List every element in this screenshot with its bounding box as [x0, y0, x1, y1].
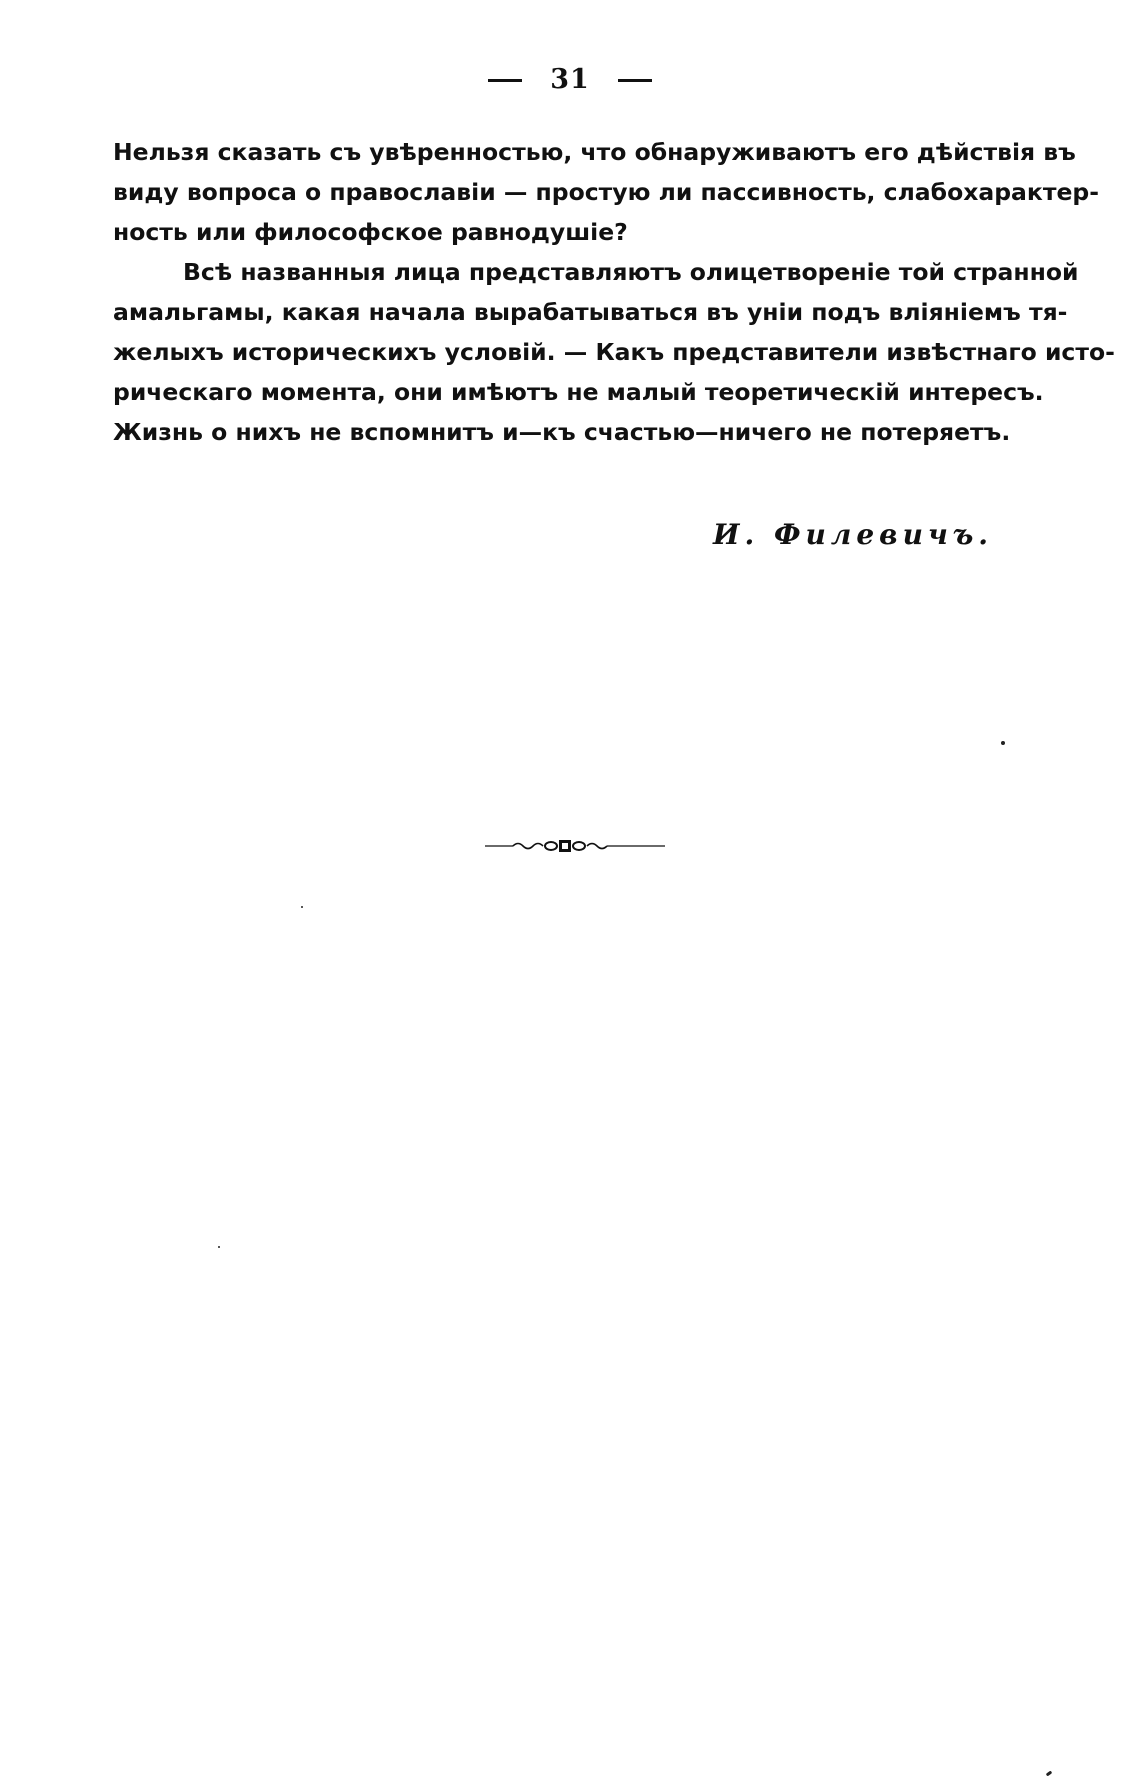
text-line: Жизнь о нихъ не вспомнитъ и—къ счастью—ничего не потеряетъ.	[113, 418, 1011, 446]
page-number	[0, 64, 1140, 95]
page-speck	[1001, 741, 1005, 745]
text-line: виду вопроса о православіи — простую ли пассивность, слабохарактер-	[113, 178, 1100, 206]
ornament-divider-icon	[485, 838, 665, 854]
text-line: рическаго момента, они имѣютъ не малый теоретическій интересъ.	[113, 378, 1044, 406]
page-number-right-dash	[618, 79, 652, 82]
text-line: Всѣ названныя лица представляютъ олицетвореніе той странной	[183, 258, 1079, 286]
page-number-left-dash	[488, 79, 522, 82]
text-line: желыхъ историческихъ условій. — Какъ представители извѣстнаго исто-	[113, 338, 1115, 366]
text-line: Нельзя сказать съ увѣренностью, что обнаруживаютъ его дѣйствія въ	[113, 138, 1076, 166]
text-line: ность или философское равнодушіе?	[113, 218, 628, 246]
author-signature: И. Филевичъ.	[713, 518, 994, 551]
page-speck	[301, 906, 303, 908]
page-speck	[1046, 1771, 1053, 1777]
text-line: амальгамы, какая начала вырабатываться въ уніи подъ вліяніемъ тя-	[113, 298, 1068, 326]
page-number-value: 31	[550, 64, 590, 95]
paragraph-2	[113, 252, 1115, 452]
paragraph-1	[113, 132, 1100, 252]
body-text	[113, 132, 1115, 452]
page-speck	[218, 1246, 220, 1248]
